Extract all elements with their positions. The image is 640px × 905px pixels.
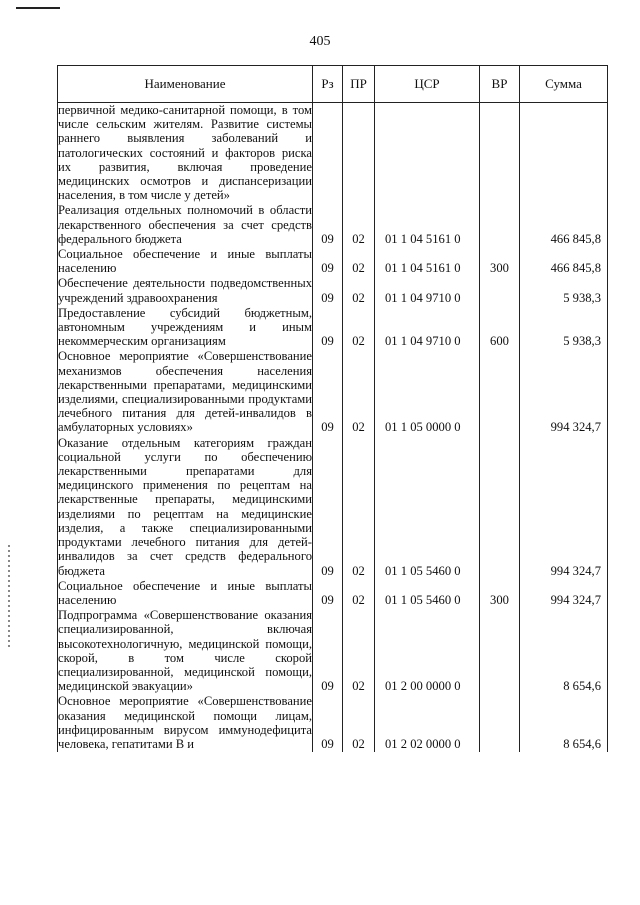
cell-rz: 09 xyxy=(313,349,343,435)
cell-name: Подпрограмма «Совершенствование оказания специализированной, включая высокотехнологичную, медицинской помощи, скорой, в том числе скорой специализированной, медицинской помощи, медицинской эвакуации» xyxy=(58,608,312,694)
table-row xyxy=(58,103,608,204)
cell-name: первичной медико-санитарной помощи, в том числе сельским жителям. Развитие системы раннего выявления заболеваний и патологических состояний и факторов риска их развития, включая проведение медицинских осмотров и диспансеризации населения, в том числе у детей» xyxy=(58,103,312,203)
table-row xyxy=(58,694,608,752)
cell-rz: 09 xyxy=(313,608,343,694)
cell-sum: 994 324,7 xyxy=(520,436,608,579)
cell-rz: 09 xyxy=(313,247,343,276)
cell-csr: 01 1 05 5460 0 xyxy=(375,436,480,579)
table-row xyxy=(58,203,608,247)
header-pr: ПР xyxy=(343,66,375,103)
table-header-row xyxy=(58,66,608,103)
header-csr: ЦСР xyxy=(375,66,480,103)
cell-csr: 01 1 05 5460 0 xyxy=(375,579,480,608)
cell-name: Основное мероприятие «Совершенствование механизмов обеспечения населения лекарственными препаратами, медицинскими изделиями, специализированными продуктами лечебного питания для детей-инвалидов в амбулаторных условиях» xyxy=(58,349,312,435)
cell-vr xyxy=(480,349,520,435)
cell-name: Оказание отдельным категориям граждан социальной услуги по обеспечению лекарственными препаратами для медицинского применения по рецептам на лекарственные препараты, медицинскими изделиями по рецептам на медицинские изделия, а также специализированными продуктами лечебного питания для детей-инвалидов за счет средств федерального бюджета xyxy=(58,435,312,578)
cell-rz: 09 xyxy=(313,306,343,350)
cell-pr: 02 xyxy=(343,608,375,694)
cell-pr: 02 xyxy=(343,306,375,350)
table-row xyxy=(58,349,608,435)
cell-sum: 994 324,7 xyxy=(520,349,608,435)
cell-vr xyxy=(480,608,520,694)
cell-sum: 8 654,6 xyxy=(520,694,608,752)
cell-sum: 5 938,3 xyxy=(520,276,608,305)
cell-sum: 5 938,3 xyxy=(520,306,608,350)
cell-vr: 300 xyxy=(480,247,520,276)
cell-pr xyxy=(343,103,375,204)
cell-csr: 01 1 05 0000 0 xyxy=(375,349,480,435)
cell-vr xyxy=(480,436,520,579)
header-name: Наименование xyxy=(58,66,313,103)
cell-name: Социальное обеспечение и иные выплаты населению xyxy=(58,247,312,276)
cell-name: Социальное обеспечение и иные выплаты населению xyxy=(58,578,312,607)
cell-rz: 09 xyxy=(313,436,343,579)
cell-pr: 02 xyxy=(343,694,375,752)
cell-vr xyxy=(480,276,520,305)
table-row xyxy=(58,247,608,276)
cell-csr: 01 1 04 9710 0 xyxy=(375,276,480,305)
cell-name: Обеспечение деятельности подведомственных учреждений здравоохранения xyxy=(58,276,312,305)
table-body xyxy=(58,103,608,753)
top-rule xyxy=(16,7,60,9)
table-row xyxy=(58,436,608,579)
table-row xyxy=(58,608,608,694)
cell-pr: 02 xyxy=(343,276,375,305)
cell-name: Основное мероприятие «Совершенствование оказания медицинской помощи лицам, инфицированным вирусом иммунодефицита человека, гепатитами В и xyxy=(58,694,312,751)
cell-csr: 01 1 04 5161 0 xyxy=(375,203,480,247)
cell-pr: 02 xyxy=(343,349,375,435)
cell-pr: 02 xyxy=(343,203,375,247)
cell-sum: 466 845,8 xyxy=(520,203,608,247)
margin-marks xyxy=(8,545,10,650)
cell-sum: 994 324,7 xyxy=(520,579,608,608)
cell-name: Реализация отдельных полномочий в области лекарственного обеспечения за счет средств федерального бюджета xyxy=(58,203,312,246)
cell-csr: 01 1 04 9710 0 xyxy=(375,306,480,350)
cell-vr xyxy=(480,694,520,752)
cell-rz: 09 xyxy=(313,203,343,247)
table-row xyxy=(58,306,608,350)
header-vr: ВР xyxy=(480,66,520,103)
cell-vr: 300 xyxy=(480,579,520,608)
cell-vr xyxy=(480,203,520,247)
table-row xyxy=(58,276,608,305)
cell-sum xyxy=(520,103,608,204)
cell-sum: 466 845,8 xyxy=(520,247,608,276)
cell-rz: 09 xyxy=(313,579,343,608)
cell-csr xyxy=(375,103,480,204)
cell-vr: 600 xyxy=(480,306,520,350)
cell-sum: 8 654,6 xyxy=(520,608,608,694)
budget-table xyxy=(57,65,608,752)
page-number: 405 xyxy=(309,34,331,49)
header-rz: Рз xyxy=(313,66,343,103)
cell-vr xyxy=(480,103,520,204)
cell-csr: 01 2 02 0000 0 xyxy=(375,694,480,752)
cell-pr: 02 xyxy=(343,579,375,608)
header-sum: Сумма xyxy=(520,66,608,103)
cell-name: Предоставление субсидий бюджетным, автономным учреждениям и иным некоммерческим организациям xyxy=(58,305,312,349)
cell-csr: 01 1 04 5161 0 xyxy=(375,247,480,276)
table-row xyxy=(58,579,608,608)
cell-rz: 09 xyxy=(313,276,343,305)
cell-rz xyxy=(313,103,343,204)
cell-pr: 02 xyxy=(343,436,375,579)
cell-rz: 09 xyxy=(313,694,343,752)
cell-csr: 01 2 00 0000 0 xyxy=(375,608,480,694)
cell-pr: 02 xyxy=(343,247,375,276)
